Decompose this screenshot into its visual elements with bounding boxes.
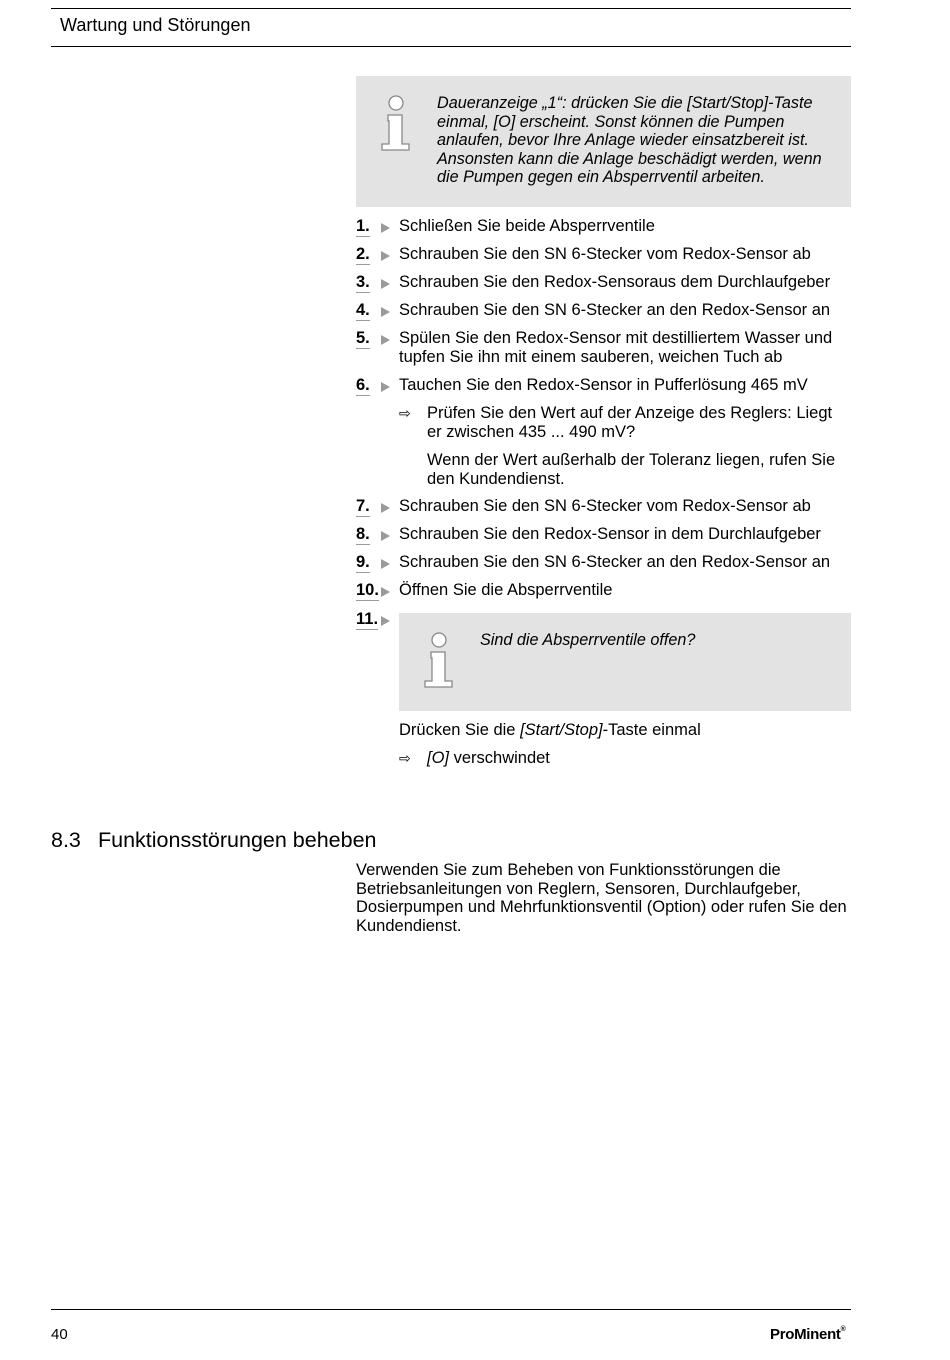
step-arrow-icon — [381, 335, 390, 345]
step-number: 3. — [356, 273, 370, 291]
info-icon — [421, 631, 455, 691]
logo-text: ProMinent — [770, 1326, 841, 1343]
step-11-action — [399, 721, 851, 740]
info-note-text: Daueranzeige „1“: drücken Sie die [Start/Stop]-Taste einmal, [O] erscheint. Sonst können die Pumpen anlaufen, bevor Ihre Anlage wieder einsatzbereit ist. Ansonsten kann die Anlage beschädigt werden, wenn die Pumpen gegen ein Absperrventil arbeiten. — [437, 94, 822, 186]
step-arrow-icon — [381, 559, 390, 569]
page-number: 40 — [51, 1326, 68, 1343]
step-number: 5. — [356, 329, 370, 347]
action-suffix: -Taste einmal — [602, 721, 701, 739]
info-icon — [378, 94, 412, 154]
step-number: 11. — [356, 610, 379, 628]
step-text: Schließen Sie beide Absperrventile — [399, 217, 655, 235]
result-text: Prüfen Sie den Wert auf der Anzeige des Reglers: Liegt er zwischen 435 ... 490 mV? — [427, 404, 833, 441]
result-arrow-icon: ⇨ — [399, 750, 411, 766]
step-number: 9. — [356, 553, 370, 571]
step-arrow-icon — [381, 587, 390, 597]
info-note — [356, 76, 851, 207]
header-rule-bottom — [51, 46, 851, 47]
step-number: 4. — [356, 301, 370, 319]
header-rule-top — [51, 8, 851, 9]
step-arrow-icon — [381, 531, 390, 541]
result-arrow-icon: ⇨ — [399, 405, 411, 421]
step-arrow-icon — [381, 307, 390, 317]
prominent-logo — [770, 1326, 846, 1343]
section-body-text: Verwenden Sie zum Beheben von Funktionsstörungen die Betriebsanleitungen von Reglern, Sensoren, Durchlaufgeber, Dosierpumpen und Mehrfunktionsventil (Option) oder rufen Sie den Kundendienst. — [356, 861, 847, 935]
step-text: Schrauben Sie den SN 6-Stecker vom Redox-Sensor ab — [399, 497, 811, 515]
step-text: Schrauben Sie den Redox-Sensor in dem Durchlaufgeber — [399, 525, 821, 543]
step-arrow-icon — [381, 382, 390, 392]
section-number: 8.3 — [51, 828, 81, 852]
o-key: [O] — [427, 749, 450, 767]
step-text: Schrauben Sie den SN 6-Stecker an den Redox-Sensor an — [399, 301, 831, 319]
step-text: Schrauben Sie den Redox-Sensoraus dem Durchlaufgeber — [399, 273, 831, 291]
step-text: Tauchen Sie den Redox-Sensor in Pufferlösung 465 mV — [399, 376, 808, 394]
result-suffix: verschwindet — [449, 749, 550, 767]
info-note-valves — [399, 613, 851, 711]
step-arrow-icon — [381, 251, 390, 261]
step-number: 1. — [356, 217, 370, 235]
registered-mark: ® — [840, 1326, 846, 1333]
start-stop-key: [Start/Stop] — [520, 721, 603, 739]
action-prefix: Drücken Sie die — [399, 721, 521, 739]
step-arrow-icon — [381, 223, 390, 233]
section-heading — [51, 828, 377, 853]
footer-rule — [51, 1309, 851, 1310]
step-text: Öffnen Sie die Absperrventile — [399, 581, 613, 599]
step-number: 10. — [356, 581, 379, 599]
step-text: Schrauben Sie den SN 6-Stecker an den Redox-Sensor an — [399, 553, 831, 571]
step-number: 7. — [356, 497, 370, 515]
step-arrow-icon — [381, 279, 390, 289]
step-number: 6. — [356, 376, 370, 394]
step-text: Spülen Sie den Redox-Sensor mit destilliertem Wasser und tupfen Sie ihn mit einem sauberen, weichen Tuch ab — [399, 329, 833, 366]
section-title: Funktionsstörungen beheben — [98, 828, 377, 852]
info-note-text: Sind die Absperrventile offen? — [480, 631, 696, 649]
step-number: 8. — [356, 525, 370, 543]
step-6-followup-text: Wenn der Wert außerhalb der Toleranz liegen, rufen Sie den Kundendienst. — [427, 451, 836, 488]
step-number: 2. — [356, 245, 370, 263]
step-text: Schrauben Sie den SN 6-Stecker vom Redox-Sensor ab — [399, 245, 811, 263]
step-arrow-icon — [381, 503, 390, 513]
page-header-title: Wartung und Störungen — [60, 15, 251, 35]
step-arrow-icon — [381, 616, 390, 626]
